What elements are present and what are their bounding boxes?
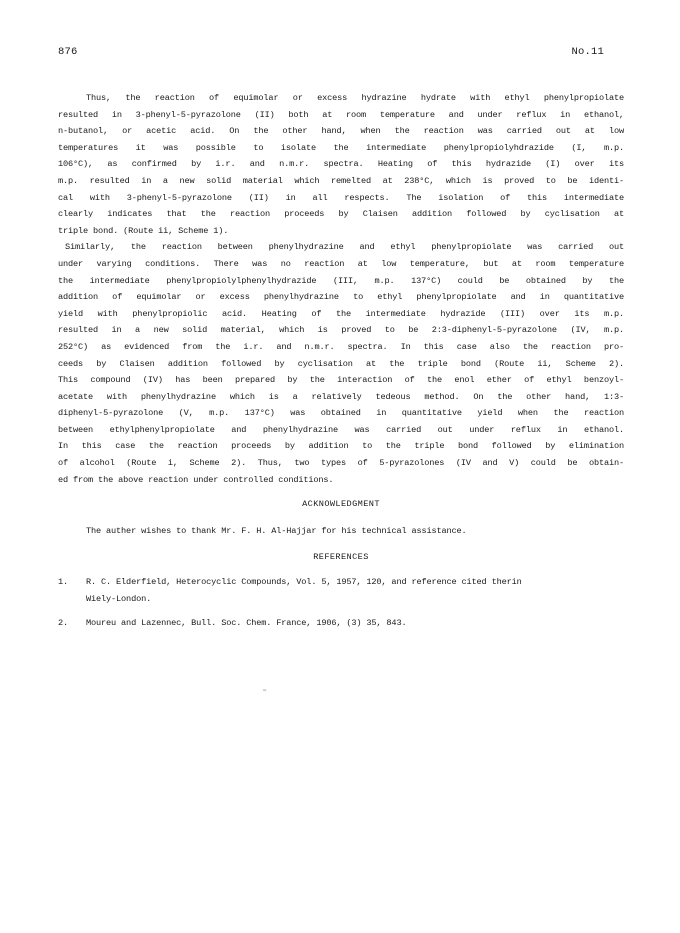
article-body <box>58 90 624 632</box>
reference-text: Moureu and Lazennec, Bull. Soc. Chem. France, 1906, (3) 35, 843. <box>86 618 407 629</box>
reference-item <box>58 574 624 607</box>
paragraph-line: resulted in a new solid material, which is proved to be 2:3-diphenyl-5-pyrazolone (IV, m.p. <box>58 325 624 336</box>
paragraph-2 <box>58 239 624 488</box>
paragraph-line: acetate with phenylhydrazine which is a relatively tedeous method. On the other hand, 1:3- <box>58 391 624 402</box>
paragraph-line: 252°C) as evidenced from the i.r. and n.m.r. spectra. In this case also the reaction pro- <box>58 341 624 352</box>
paragraph-line: Similarly, the reaction between phenylhydrazine and ethyl phenylpropiolate was carried out <box>65 242 624 253</box>
issue-number: No.11 <box>571 46 604 58</box>
page-number: 876 <box>58 46 78 58</box>
paragraph-line: ed from the above reaction under controlled conditions. <box>58 474 334 485</box>
paragraph-line: diphenyl-5-pyrazolone (V, m.p. 137°C) was obtained in quantitative yield when the reaction <box>58 408 624 419</box>
acknowledgment-heading: ACKNOWLEDGMENT <box>302 499 380 510</box>
paragraph-line: of alcohol (Route i, Scheme 2). Thus, two types of 5-pyrazolones (IV and V) could be obtain- <box>58 458 624 469</box>
paragraph-line: between ethylphenylpropiolate and phenylhydrazine was carried out under reflux in ethanol. <box>58 424 624 435</box>
reference-number: 1. <box>58 577 69 588</box>
paragraph-line: triple bond. (Route ii, Scheme 1). <box>58 225 229 236</box>
paragraph-line: clearly indicates that the reaction proceeds by Claisen addition followed by cyclisation at <box>58 209 624 220</box>
paragraph-1 <box>58 90 624 239</box>
paragraph-line: Thus, the reaction of equimolar or excess hydrazine hydrate with ethyl phenylpropiolate <box>86 93 624 103</box>
stray-mark: ˜ <box>262 689 268 699</box>
reference-number: 2. <box>58 618 69 629</box>
paragraph-line: the intermediate phenylpropiolylphenylhydrazide (III, m.p. 137°C) could be obtained by the <box>58 275 624 286</box>
paragraph-line: In this case the reaction proceeds by addition to the triple bond followed by elimination <box>58 441 624 452</box>
paragraph-line: 106°C), as confirmed by i.r. and n.m.r. spectra. Heating of this hydrazide (I) over its <box>58 159 624 170</box>
paragraph-line: under varying conditions. There was no reaction at low temperature, but at room temperature <box>58 258 624 269</box>
references-heading: REFERENCES <box>313 552 369 563</box>
paragraph-line: cal with 3-phenyl-5-pyrazolone (II) in all respects. The isolation of this intermediate <box>58 192 624 203</box>
paragraph-line: ceeds by Claisen addition followed by cyclisation at the triple bond (Route ii, Scheme 2). <box>58 358 624 369</box>
paragraph-line: yield with phenylpropiolic acid. Heating of the intermediate hydrazide (III) over its m.p. <box>58 308 624 319</box>
reference-text: R. C. Elderfield, Heterocyclic Compounds, Vol. 5, 1957, 120, and reference cited therin Wiely-London. <box>86 577 522 604</box>
paragraph-line: n-butanol, or acetic acid. On the other hand, when the reaction was carried out at low <box>58 126 624 137</box>
paragraph-line: temperatures it was possible to isolate the intermediate phenylpropiolyhdrazide (I, m.p. <box>58 142 624 153</box>
paragraph-line: m.p. resulted in a new solid material which remelted at 238°C, which is proved to be identi- <box>58 175 624 186</box>
paragraph-line: This compound (IV) has been prepared by the interaction of the enol ether of ethyl benzoyl- <box>58 375 624 386</box>
paragraph-line: addition of equimolar or excess phenylhydrazine to ethyl phenylpropiolate and in quantitative <box>58 292 624 303</box>
paragraph-line: resulted in 3-phenyl-5-pyrazolone (II) both at room temperature and under reflux in ethanol, <box>58 109 624 120</box>
acknowledgment-text: The auther wishes to thank Mr. F. H. Al-Hajjar for his technical assistance. <box>86 525 467 536</box>
reference-list <box>58 574 624 632</box>
reference-item <box>58 615 624 632</box>
